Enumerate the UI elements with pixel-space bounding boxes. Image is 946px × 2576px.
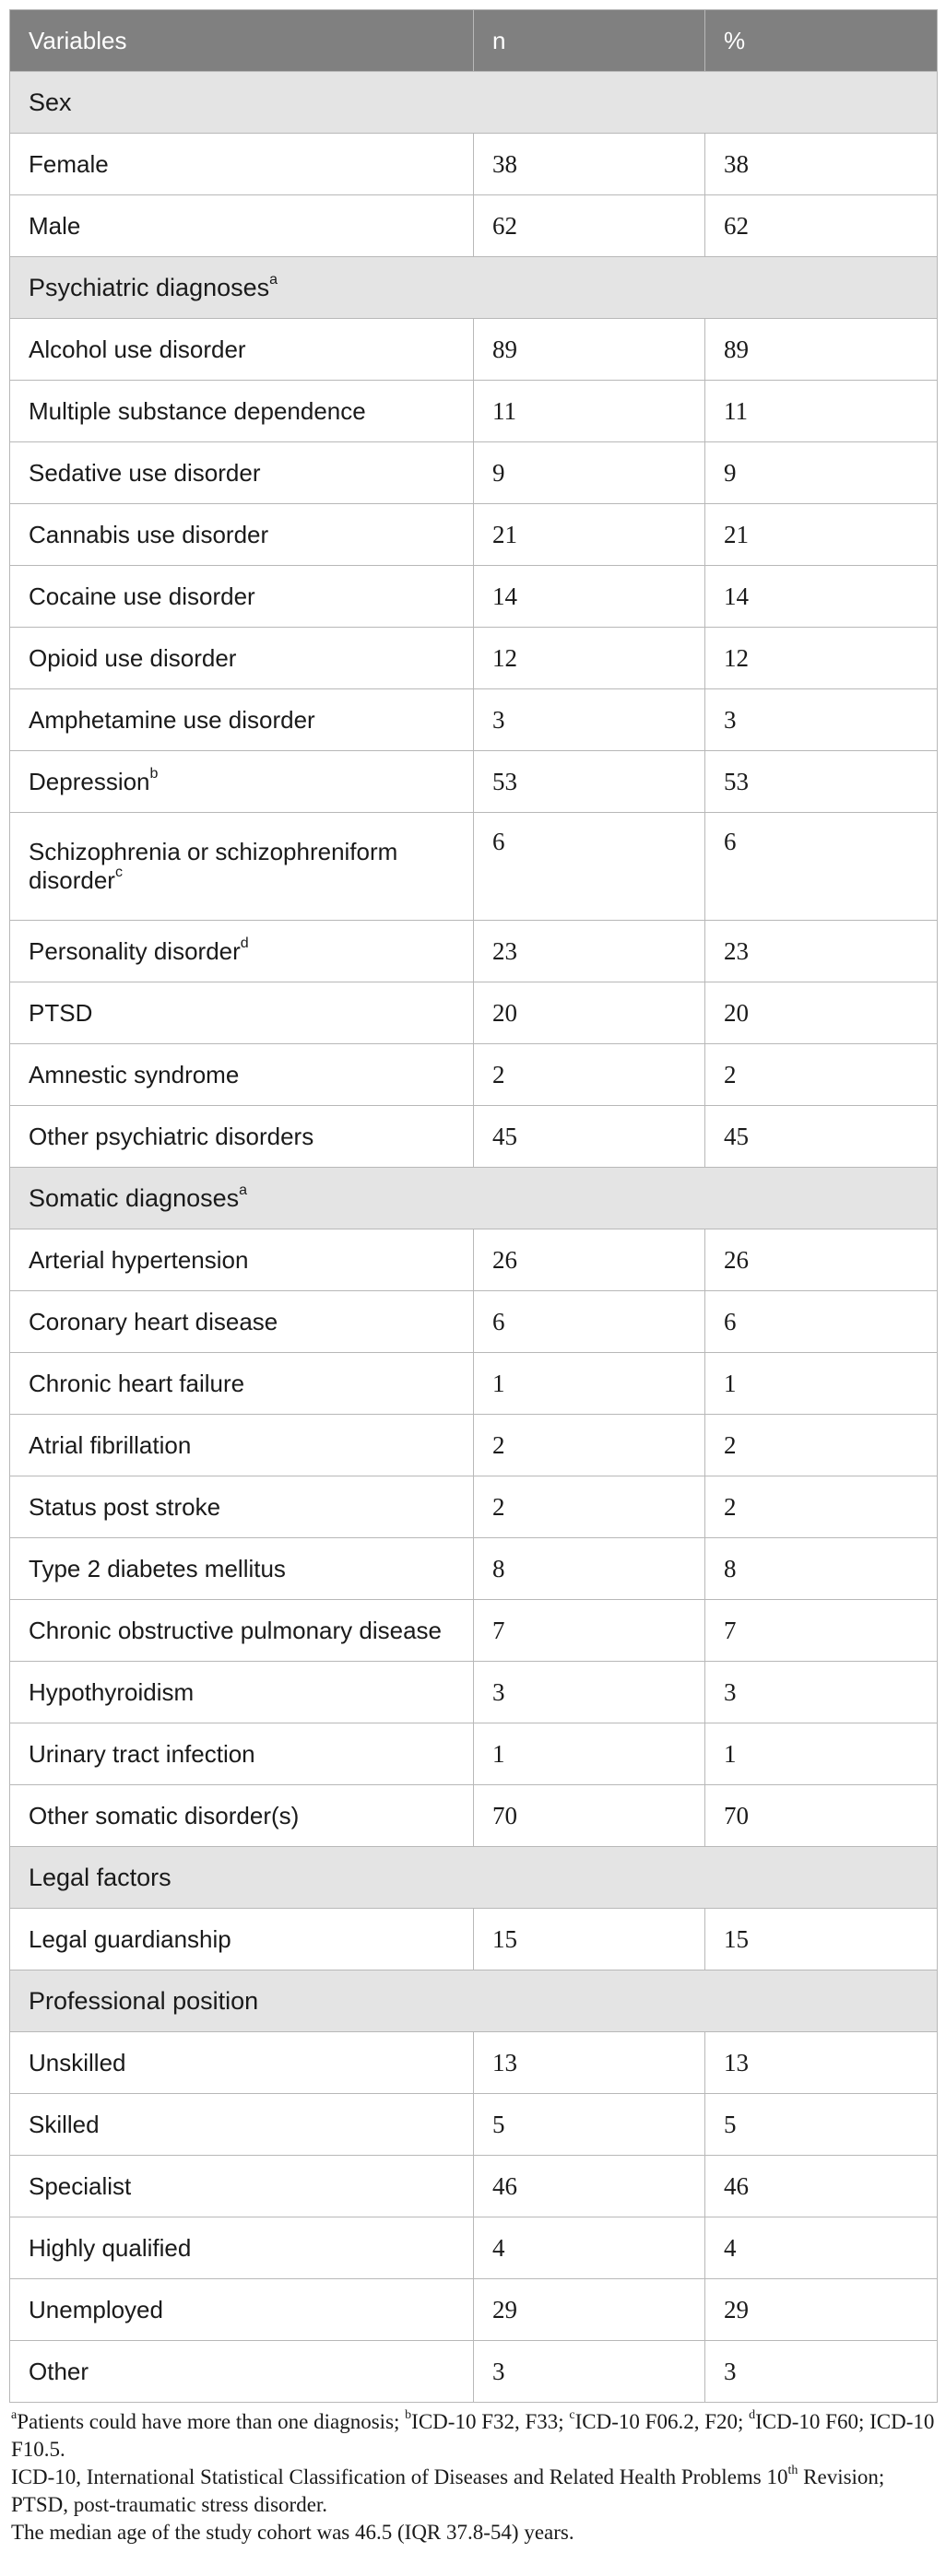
section-title xyxy=(10,1847,938,1909)
footnote-text: ICD-10 F32, F33; xyxy=(411,2410,570,2433)
variable-label: Alcohol use disorder xyxy=(29,335,246,363)
count-cell: 53 xyxy=(474,751,705,813)
header-n: n xyxy=(474,10,705,72)
variable-cell xyxy=(10,982,474,1044)
variable-footnote-mark: c xyxy=(114,865,123,881)
variable-cell xyxy=(10,751,474,813)
table-row xyxy=(10,1909,938,1970)
variable-label: Personality disorder xyxy=(29,936,241,965)
table-row xyxy=(10,2341,938,2403)
variable-cell xyxy=(10,1785,474,1847)
variable-cell xyxy=(10,1600,474,1662)
count-cell: 38 xyxy=(474,134,705,195)
table-row xyxy=(10,1662,938,1723)
count-cell: 23 xyxy=(474,921,705,982)
variable-label: Other xyxy=(29,2357,89,2385)
variable-label: Skilled xyxy=(29,2110,100,2138)
percent-cell: 5 xyxy=(705,2094,938,2156)
section-row xyxy=(10,72,938,134)
count-cell: 26 xyxy=(474,1229,705,1291)
percent-cell: 6 xyxy=(705,813,938,921)
variable-cell xyxy=(10,1415,474,1476)
variable-cell xyxy=(10,319,474,381)
header-variables: Variables xyxy=(10,10,474,72)
table-row xyxy=(10,381,938,442)
variable-label: Specialist xyxy=(29,2171,132,2200)
variable-footnote-mark: d xyxy=(240,935,249,951)
section-row xyxy=(10,1168,938,1229)
table-row xyxy=(10,982,938,1044)
footnote-abbrev-text-end: Revision; PTSD, post-traumatic stress disorder. xyxy=(11,2465,885,2516)
section-title-text: Somatic diagnoses xyxy=(29,1183,240,1212)
table-row xyxy=(10,2032,938,2094)
table-row xyxy=(10,1106,938,1168)
variable-label: Status post stroke xyxy=(29,1492,221,1521)
percent-cell: 38 xyxy=(705,134,938,195)
percent-cell: 45 xyxy=(705,1106,938,1168)
variable-label: Amphetamine use disorder xyxy=(29,705,315,734)
percent-cell: 7 xyxy=(705,1600,938,1662)
variable-cell xyxy=(10,134,474,195)
variable-cell xyxy=(10,1044,474,1106)
variable-label: Depression xyxy=(29,767,150,795)
table-container xyxy=(9,9,937,2547)
table-row xyxy=(10,628,938,689)
variable-label: Amnestic syndrome xyxy=(29,1060,240,1088)
table-row xyxy=(10,134,938,195)
variable-cell xyxy=(10,442,474,504)
variable-cell xyxy=(10,1353,474,1415)
table-row xyxy=(10,2094,938,2156)
variable-cell xyxy=(10,1723,474,1785)
variable-label: Opioid use disorder xyxy=(29,643,237,672)
variable-label: Female xyxy=(29,149,109,178)
footnote-text: ICD-10 F06.2, F20; xyxy=(574,2410,750,2433)
table-row xyxy=(10,813,938,921)
variable-cell xyxy=(10,1291,474,1353)
table-row xyxy=(10,566,938,628)
variable-cell xyxy=(10,566,474,628)
variable-cell xyxy=(10,2156,474,2217)
variable-cell xyxy=(10,628,474,689)
footnote-mark: a xyxy=(11,2408,18,2423)
percent-cell: 46 xyxy=(705,2156,938,2217)
percent-cell: 62 xyxy=(705,195,938,257)
variable-label: Chronic heart failure xyxy=(29,1369,245,1397)
variable-cell xyxy=(10,381,474,442)
percent-cell: 1 xyxy=(705,1723,938,1785)
count-cell: 45 xyxy=(474,1106,705,1168)
table-row xyxy=(10,689,938,751)
count-cell: 14 xyxy=(474,566,705,628)
count-cell: 89 xyxy=(474,319,705,381)
percent-cell: 3 xyxy=(705,689,938,751)
footnote-mark: c xyxy=(569,2408,575,2423)
variable-label: Legal guardianship xyxy=(29,1924,231,1953)
count-cell: 7 xyxy=(474,1600,705,1662)
count-cell: 15 xyxy=(474,1909,705,1970)
section-title-footnote-mark: a xyxy=(269,271,278,288)
table-row xyxy=(10,2279,938,2341)
table-row xyxy=(10,1353,938,1415)
section-row xyxy=(10,1847,938,1909)
footnote-mark: d xyxy=(749,2408,756,2423)
table-row xyxy=(10,1723,938,1785)
variable-cell xyxy=(10,1909,474,1970)
table-row xyxy=(10,1229,938,1291)
count-cell: 11 xyxy=(474,381,705,442)
percent-cell: 20 xyxy=(705,982,938,1044)
footnote-diagnoses xyxy=(11,2408,937,2464)
variable-label: Chronic obstructive pulmonary disease xyxy=(29,1616,442,1644)
section-title-text: Psychiatric diagnoses xyxy=(29,273,270,301)
count-cell: 2 xyxy=(474,1415,705,1476)
variable-label: Other psychiatric disorders xyxy=(29,1122,314,1150)
variable-label: Unskilled xyxy=(29,2048,126,2076)
percent-cell: 4 xyxy=(705,2217,938,2279)
table-footnotes xyxy=(9,2408,937,2547)
table-row xyxy=(10,442,938,504)
variable-label: PTSD xyxy=(29,998,93,1027)
variable-label: Arterial hypertension xyxy=(29,1245,249,1274)
footnote-median-age: The median age of the study cohort was 46.5 (IQR 37.8-54) years. xyxy=(11,2521,574,2544)
table-row xyxy=(10,2217,938,2279)
variable-label: Coronary heart disease xyxy=(29,1307,278,1335)
count-cell: 2 xyxy=(474,1476,705,1538)
percent-cell: 14 xyxy=(705,566,938,628)
percent-cell: 3 xyxy=(705,2341,938,2403)
variable-cell xyxy=(10,2094,474,2156)
table-row xyxy=(10,504,938,566)
section-row xyxy=(10,257,938,319)
footnote-abbreviations xyxy=(11,2464,937,2519)
variable-label: Sedative use disorder xyxy=(29,458,261,487)
percent-cell: 21 xyxy=(705,504,938,566)
variable-label: Schizophrenia or schizophreniform disorder xyxy=(29,838,398,894)
variable-label: Atrial fibrillation xyxy=(29,1430,192,1459)
table-row xyxy=(10,1291,938,1353)
count-cell: 6 xyxy=(474,813,705,921)
percent-cell: 6 xyxy=(705,1291,938,1353)
table-row xyxy=(10,921,938,982)
count-cell: 13 xyxy=(474,2032,705,2094)
variable-cell xyxy=(10,1229,474,1291)
count-cell: 6 xyxy=(474,1291,705,1353)
variable-cell xyxy=(10,921,474,982)
percent-cell: 2 xyxy=(705,1415,938,1476)
variable-cell xyxy=(10,1538,474,1600)
variable-cell xyxy=(10,2341,474,2403)
table-row xyxy=(10,1600,938,1662)
percent-cell: 53 xyxy=(705,751,938,813)
table-row xyxy=(10,1476,938,1538)
table-row xyxy=(10,1538,938,1600)
count-cell: 3 xyxy=(474,2341,705,2403)
count-cell: 3 xyxy=(474,1662,705,1723)
count-cell: 21 xyxy=(474,504,705,566)
section-row xyxy=(10,1970,938,2032)
section-title xyxy=(10,72,938,134)
percent-cell: 23 xyxy=(705,921,938,982)
footnote-abbrev-sup: th xyxy=(787,2464,798,2478)
table-row xyxy=(10,751,938,813)
count-cell: 1 xyxy=(474,1723,705,1785)
variable-cell xyxy=(10,2217,474,2279)
count-cell: 8 xyxy=(474,1538,705,1600)
variable-label: Other somatic disorder(s) xyxy=(29,1801,300,1829)
cohort-characteristics-table xyxy=(9,9,938,2403)
section-title xyxy=(10,257,938,319)
variable-cell xyxy=(10,504,474,566)
table-row xyxy=(10,195,938,257)
percent-cell: 2 xyxy=(705,1476,938,1538)
variable-cell xyxy=(10,195,474,257)
variable-cell xyxy=(10,1106,474,1168)
variable-label: Male xyxy=(29,211,81,240)
footnote-text: ICD-10 F60; ICD-10 F10.5. xyxy=(11,2410,935,2461)
percent-cell: 1 xyxy=(705,1353,938,1415)
percent-cell: 70 xyxy=(705,1785,938,1847)
table-row xyxy=(10,1415,938,1476)
percent-cell: 29 xyxy=(705,2279,938,2341)
variable-cell xyxy=(10,2032,474,2094)
variable-label: Unemployed xyxy=(29,2295,163,2323)
count-cell: 29 xyxy=(474,2279,705,2341)
percent-cell: 3 xyxy=(705,1662,938,1723)
section-title xyxy=(10,1168,938,1229)
variable-label: Multiple substance dependence xyxy=(29,396,366,425)
section-title xyxy=(10,1970,938,2032)
variable-label: Highly qualified xyxy=(29,2233,192,2262)
footnote-abbrev-text: ICD-10, International Statistical Classification of Diseases and Related Health Problems 10 xyxy=(11,2465,788,2488)
section-title-text: Professional position xyxy=(29,1986,259,2015)
percent-cell: 13 xyxy=(705,2032,938,2094)
count-cell: 70 xyxy=(474,1785,705,1847)
table-row xyxy=(10,1785,938,1847)
percent-cell: 26 xyxy=(705,1229,938,1291)
variable-label: Cocaine use disorder xyxy=(29,582,255,610)
footnote-mark: b xyxy=(405,2408,412,2423)
count-cell: 5 xyxy=(474,2094,705,2156)
percent-cell: 12 xyxy=(705,628,938,689)
variable-label: Urinary tract infection xyxy=(29,1739,255,1768)
variable-label: Type 2 diabetes mellitus xyxy=(29,1554,286,1582)
section-title-footnote-mark: a xyxy=(239,1182,248,1198)
variable-cell xyxy=(10,2279,474,2341)
variable-label: Hypothyroidism xyxy=(29,1677,195,1706)
section-title-text: Sex xyxy=(29,88,72,116)
footnote-text: Patients could have more than one diagnosis; xyxy=(17,2410,406,2433)
header-row xyxy=(10,10,938,72)
count-cell: 4 xyxy=(474,2217,705,2279)
count-cell: 20 xyxy=(474,982,705,1044)
variable-cell xyxy=(10,1662,474,1723)
header-percent: % xyxy=(705,10,938,72)
percent-cell: 8 xyxy=(705,1538,938,1600)
section-title-text: Legal factors xyxy=(29,1863,171,1891)
variable-cell xyxy=(10,689,474,751)
table-row xyxy=(10,1044,938,1106)
percent-cell: 2 xyxy=(705,1044,938,1106)
percent-cell: 15 xyxy=(705,1909,938,1970)
count-cell: 2 xyxy=(474,1044,705,1106)
count-cell: 62 xyxy=(474,195,705,257)
table-row xyxy=(10,2156,938,2217)
table-body xyxy=(10,72,938,2403)
variable-cell xyxy=(10,1476,474,1538)
percent-cell: 89 xyxy=(705,319,938,381)
count-cell: 3 xyxy=(474,689,705,751)
percent-cell: 11 xyxy=(705,381,938,442)
percent-cell: 9 xyxy=(705,442,938,504)
count-cell: 12 xyxy=(474,628,705,689)
count-cell: 46 xyxy=(474,2156,705,2217)
variable-cell xyxy=(10,813,474,921)
variable-footnote-mark: b xyxy=(149,765,159,782)
count-cell: 9 xyxy=(474,442,705,504)
variable-label: Cannabis use disorder xyxy=(29,520,269,548)
table-row xyxy=(10,319,938,381)
count-cell: 1 xyxy=(474,1353,705,1415)
